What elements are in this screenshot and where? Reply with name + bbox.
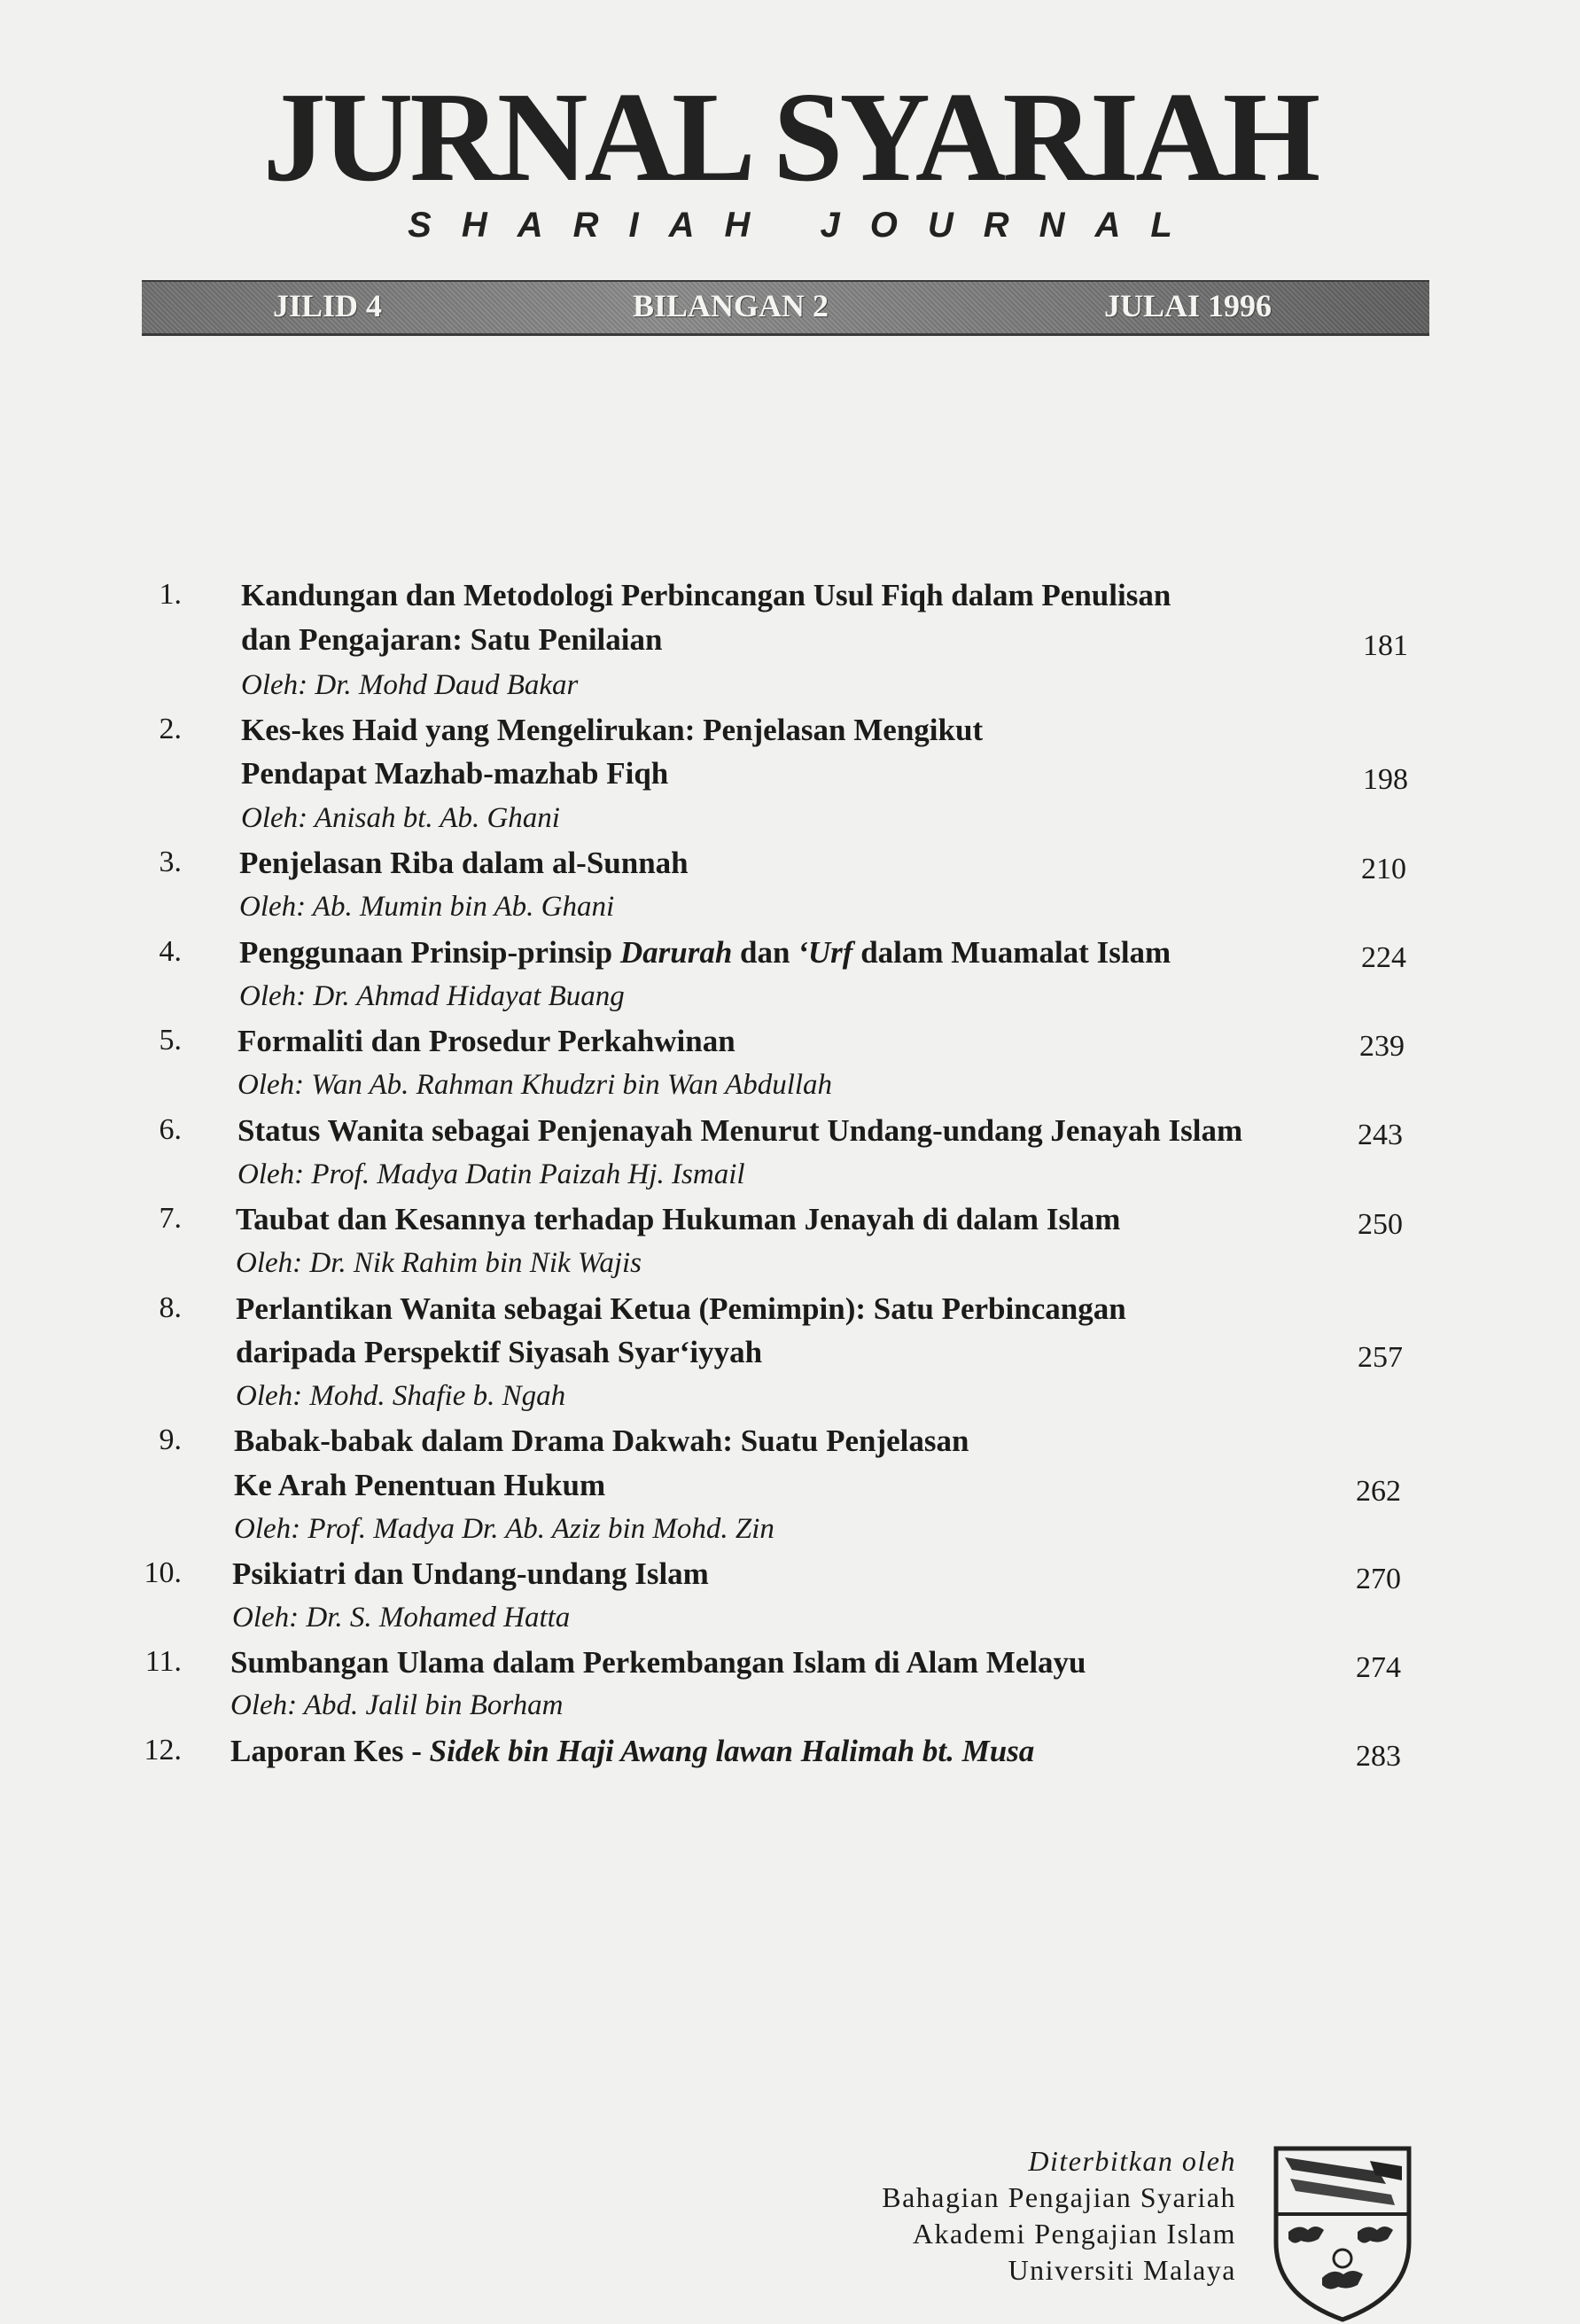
entry-number: 4. [159, 935, 182, 968]
entry-page-number: 181 [1363, 629, 1408, 662]
entry-author: Oleh: Mohd. Shafie b. Ngah [236, 1380, 566, 1412]
entry-page-number: 224 [1361, 941, 1406, 974]
entry-number: 3. [159, 846, 182, 878]
journal-subtitle: SHARIAH JOURNAL [408, 206, 1203, 245]
entry-title[interactable] [239, 935, 1171, 971]
entry-page-number: 274 [1356, 1651, 1401, 1684]
entry-title-part: ‘Urf [798, 935, 853, 970]
entry-page-number: 210 [1361, 853, 1406, 885]
entry-number: 7. [159, 1202, 182, 1235]
entry-author: Oleh: Dr. Mohd Daud Bakar [241, 669, 579, 701]
entry-page-number: 283 [1356, 1740, 1401, 1773]
entry-title[interactable]: dan Pengajaran: Satu Penilaian [241, 622, 663, 657]
entry-title-part: dalam Muamalat Islam [852, 935, 1171, 970]
entry-title[interactable]: Taubat dan Kesannya terhadap Hukuman Jenayah di dalam Islam [236, 1202, 1121, 1236]
entry-number: 6. [159, 1113, 182, 1146]
university-crest-icon [1273, 2145, 1413, 2322]
entry-author: Oleh: Dr. Nik Rahim bin Nik Wajis [236, 1247, 642, 1279]
entry-page-number: 198 [1363, 763, 1408, 796]
entry-page-number: 257 [1358, 1341, 1403, 1374]
entry-title[interactable]: Penjelasan Riba dalam al-Sunnah [239, 846, 689, 880]
publisher-label: Diterbitkan oleh [1028, 2145, 1236, 2177]
issue-label: BILANGAN 2 [633, 288, 829, 324]
publisher-line: Bahagian Pengajian Syariah [882, 2181, 1236, 2213]
entry-page-number: 250 [1358, 1208, 1403, 1241]
entry-number: 9. [159, 1423, 182, 1456]
entry-page-number: 239 [1359, 1030, 1405, 1063]
entry-number: 12. [144, 1734, 182, 1766]
entry-number: 5. [159, 1024, 182, 1057]
entry-title[interactable]: Pendapat Mazhab-mazhab Fiqh [241, 756, 669, 791]
entry-title[interactable]: Perlantikan Wanita sebagai Ketua (Pemimpin): Satu Perbincangan [236, 1291, 1126, 1326]
entry-title[interactable] [230, 1734, 1034, 1769]
date-label: JULAI 1996 [1104, 288, 1273, 324]
entry-page-number: 270 [1356, 1563, 1401, 1595]
entry-number: 1. [159, 578, 182, 611]
entry-title-part: dan [732, 935, 798, 970]
entry-page-number: 262 [1356, 1475, 1401, 1508]
publisher-line: Akademi Pengajian Islam [912, 2218, 1236, 2250]
entry-title[interactable]: Ke Arah Penentuan Hukum [234, 1468, 606, 1502]
entry-title-part: Sidek bin Haji Awang lawan Halimah bt. Musa [429, 1734, 1035, 1768]
entry-title[interactable]: Kes-kes Haid yang Mengelirukan: Penjelasan Mengikut [241, 713, 984, 747]
entry-author: Oleh: Dr. Ahmad Hidayat Buang [239, 980, 625, 1012]
entry-title-part: Darurah [619, 935, 733, 970]
entry-author: Oleh: Dr. S. Mohamed Hatta [232, 1602, 571, 1634]
entry-author: Oleh: Prof. Madya Datin Paizah Hj. Ismail [237, 1158, 745, 1190]
entry-title[interactable]: Psikiatri dan Undang-undang Islam [232, 1556, 709, 1591]
entry-number: 8. [159, 1291, 182, 1324]
entry-author: Oleh: Prof. Madya Dr. Ab. Aziz bin Mohd. Zin [234, 1513, 774, 1545]
entry-number: 11. [144, 1645, 182, 1678]
entry-number: 10. [144, 1556, 182, 1589]
entry-number: 2. [159, 713, 182, 745]
publisher-block [882, 2143, 1236, 2289]
entry-title[interactable]: daripada Perspektif Siyasah Syar‘iyyah [236, 1335, 763, 1369]
entry-author: Oleh: Ab. Mumin bin Ab. Ghani [239, 891, 615, 923]
issue-banner [142, 280, 1429, 336]
entry-title[interactable]: Status Wanita sebagai Penjenayah Menurut Undang-undang Jenayah Islam [237, 1113, 1243, 1148]
publisher-line: Universiti Malaya [1008, 2254, 1236, 2286]
entry-title-part: Laporan Kes - [230, 1734, 430, 1768]
entry-title[interactable]: Sumbangan Ulama dalam Perkembangan Islam di Alam Melayu [230, 1645, 1086, 1680]
entry-author: Oleh: Anisah bt. Ab. Ghani [241, 802, 560, 834]
entry-page-number: 243 [1358, 1119, 1403, 1151]
entry-title[interactable]: Formaliti dan Prosedur Perkahwinan [237, 1024, 736, 1058]
journal-title: JURNAL SYARIAH [262, 65, 1318, 208]
entry-title[interactable]: Babak-babak dalam Drama Dakwah: Suatu Penjelasan [234, 1423, 969, 1458]
entry-title[interactable]: Kandungan dan Metodologi Perbincangan Usul Fiqh dalam Penulisan [241, 578, 1171, 612]
entry-title-part: Penggunaan Prinsip-prinsip [239, 935, 620, 970]
entry-author: Oleh: Abd. Jalil bin Borham [230, 1689, 564, 1721]
volume-label: JILID 4 [273, 288, 383, 324]
entry-author: Oleh: Wan Ab. Rahman Khudzri bin Wan Abdullah [237, 1069, 833, 1101]
